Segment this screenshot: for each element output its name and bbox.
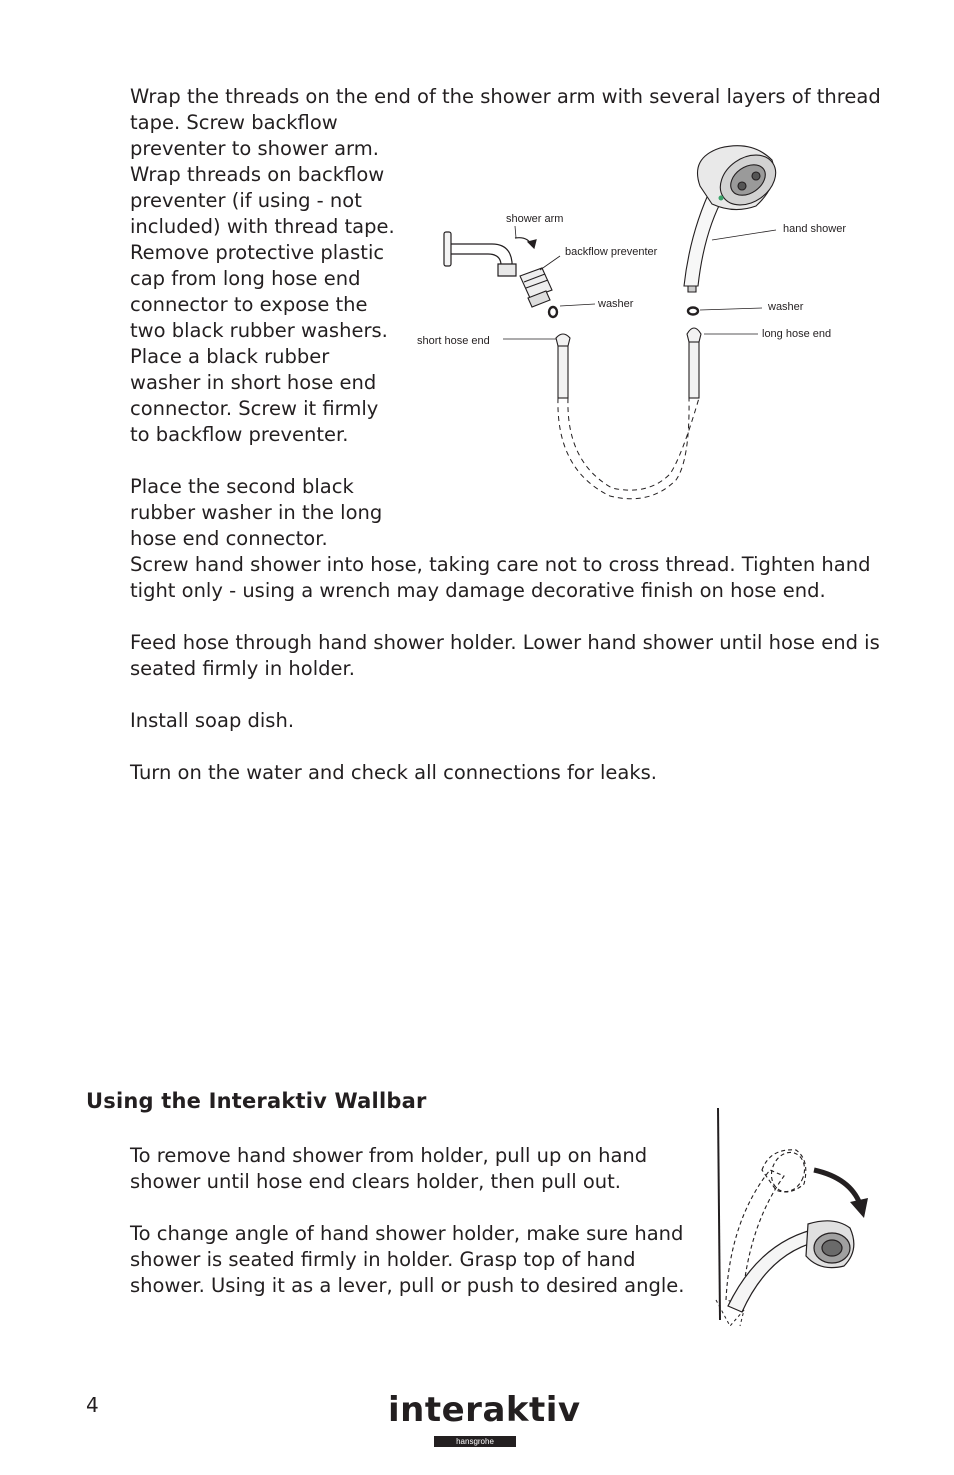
leader-line [700, 308, 762, 310]
wallbar-line: To change angle of hand shower holder, make sure hand [130, 1222, 684, 1245]
label-hand-shower: hand shower [783, 223, 846, 235]
install-line: washer in short hose end [130, 371, 377, 394]
section-heading: Using the Interaktiv Wallbar [86, 1089, 427, 1113]
long-hose-end-illustration [687, 328, 701, 398]
label-washer: washer [768, 301, 804, 313]
install-line: Remove protective plastic [130, 241, 385, 264]
install-line: connector. Screw it firmly [130, 397, 379, 420]
wallbar-line: shower is seated firmly in holder. Grasp top of hand [130, 1248, 636, 1271]
hand-shower-illustration [684, 145, 785, 292]
wallbar-line: To remove hand shower from holder, pull up on hand [130, 1144, 648, 1167]
install-line: Place a black rubber [130, 345, 330, 368]
raised-hand-shower-illustration [726, 1148, 810, 1304]
shower-arm-illustration [444, 232, 536, 276]
install-line: connector to expose the [130, 293, 368, 316]
install-line: preventer (if using - not [130, 189, 362, 212]
page-number: 4 [86, 1393, 99, 1417]
brand-logo: interaktiv [388, 1390, 581, 1430]
washer-icon [549, 307, 557, 317]
install-line: Screw hand shower into hose, taking care not to cross thread. Tighten hand [130, 553, 871, 576]
wallbar-illustration [718, 1108, 720, 1320]
leader-line [540, 256, 560, 270]
leader-line [712, 230, 776, 240]
label-long-hose-end: long hose end [762, 328, 832, 340]
wallbar-angle-diagram [700, 1100, 880, 1330]
backflow-preventer-illustration [520, 268, 552, 307]
install-line: Turn on the water and check all connections for leaks. [130, 761, 657, 784]
wallbar-line: shower. Using it as a lever, pull or push to desired angle. [130, 1274, 685, 1297]
label-washer: washer [598, 298, 634, 310]
hose-illustration [558, 398, 699, 499]
short-hose-end-illustration [556, 334, 570, 398]
install-line: seated firmly in holder. [130, 657, 355, 680]
install-line: Feed hose through hand shower holder. Lower hand shower until hose end is [130, 631, 880, 654]
label-short-hose-end: short hose end [417, 335, 490, 347]
install-line: Wrap the threads on the end of the shower arm with several layers of thread [130, 85, 881, 108]
install-line: to backflow preventer. [130, 423, 349, 446]
label-shower-arm: shower arm [506, 213, 564, 225]
install-line: preventer to shower arm. [130, 137, 379, 160]
washer-icon [688, 308, 698, 315]
install-line: hose end connector. [130, 527, 328, 550]
install-line: two black rubber washers. [130, 319, 388, 342]
install-line: Install soap dish. [130, 709, 295, 732]
leader-line [560, 304, 595, 306]
label-backflow-preventer: backflow preventer [565, 246, 658, 258]
arrow-head-icon [850, 1198, 868, 1218]
wallbar-line: shower until hose end clears holder, then pull out. [130, 1170, 622, 1193]
install-line: tight only - using a wrench may damage decorative finish on hose end. [130, 579, 826, 602]
logo-subtext: hansgrohe [456, 1437, 494, 1446]
rotate-arrow-icon [814, 1170, 860, 1204]
leader-line [515, 226, 516, 238]
installation-diagram [0, 0, 954, 560]
install-line: tape. Screw backflow [130, 111, 338, 134]
install-line: Wrap threads on backflow [130, 163, 385, 186]
install-line: rubber washer in the long [130, 501, 383, 524]
install-line: cap from long hose end [130, 267, 361, 290]
install-line: included) with thread tape. [130, 215, 395, 238]
install-line: Place the second black [130, 475, 354, 498]
